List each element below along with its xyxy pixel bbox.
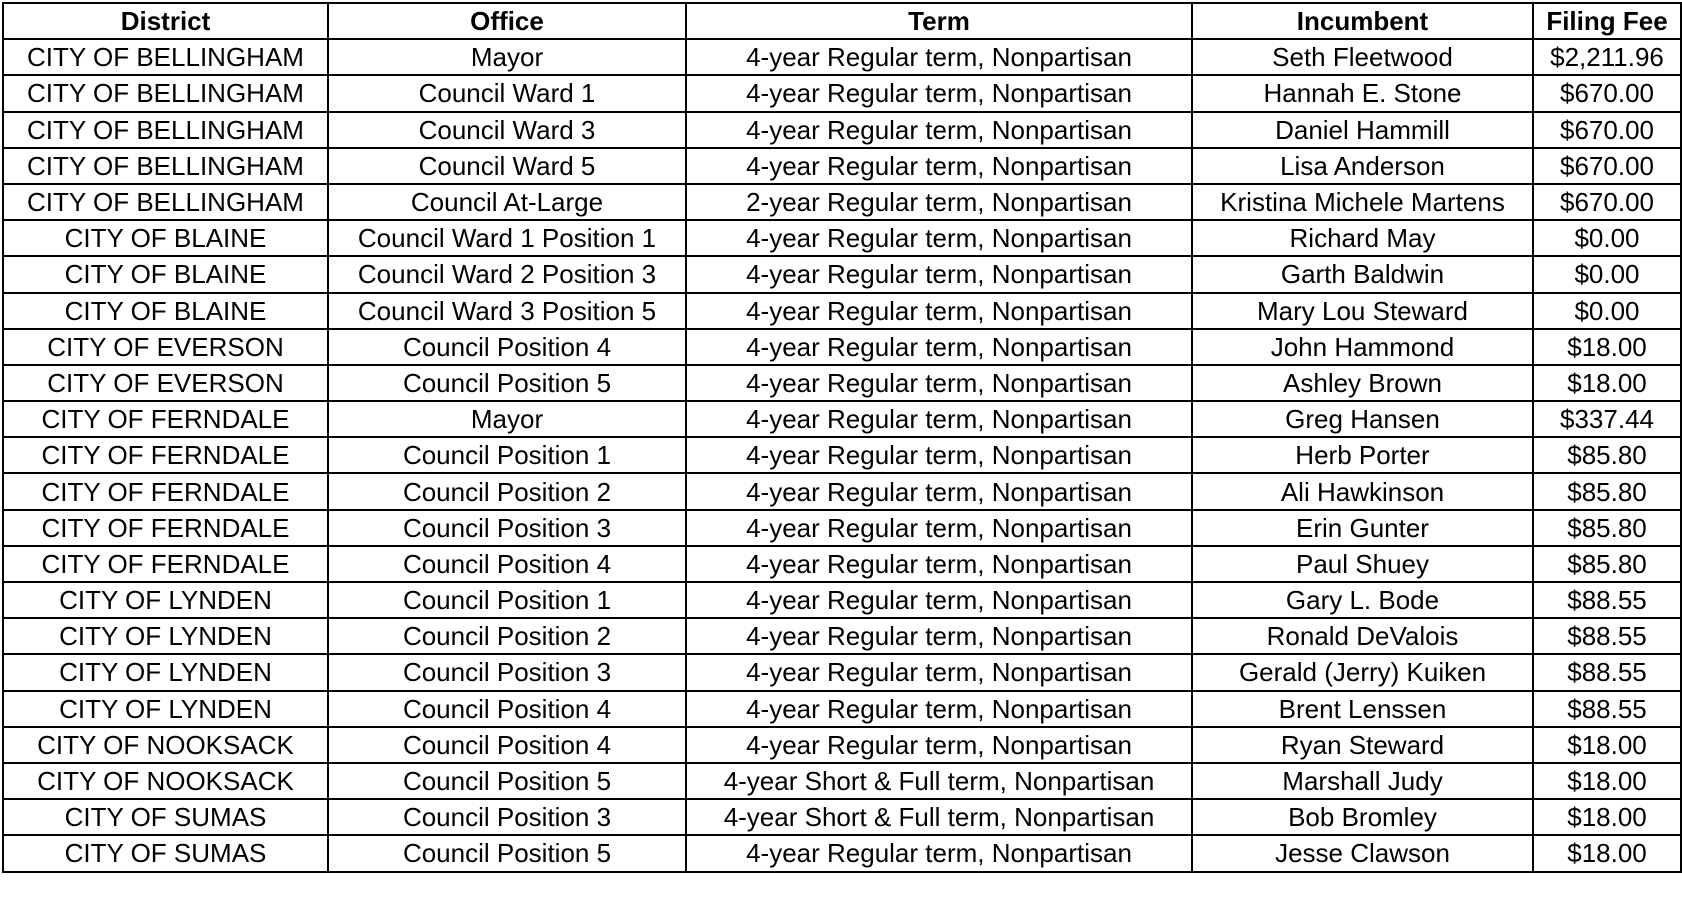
office-cell: Council Position 4 (328, 546, 686, 582)
term-cell: 4-year Regular term, Nonpartisan (686, 654, 1192, 690)
district-cell: CITY OF LYNDEN (3, 582, 328, 618)
office-cell: Council Ward 5 (328, 148, 686, 184)
term-cell: 4-year Regular term, Nonpartisan (686, 256, 1192, 292)
header-filing-fee: Filing Fee (1533, 3, 1681, 39)
district-cell: CITY OF BELLINGHAM (3, 148, 328, 184)
filing-fee-cell: $85.80 (1533, 473, 1681, 509)
office-cell: Council Position 2 (328, 618, 686, 654)
term-cell: 4-year Short & Full term, Nonpartisan (686, 799, 1192, 835)
table-row (3, 763, 1681, 799)
district-cell: CITY OF BELLINGHAM (3, 184, 328, 220)
table-row (3, 39, 1681, 75)
term-cell: 4-year Regular term, Nonpartisan (686, 835, 1192, 871)
office-cell: Council Ward 2 Position 3 (328, 256, 686, 292)
filing-fee-cell: $88.55 (1533, 691, 1681, 727)
incumbent-cell: Greg Hansen (1192, 401, 1533, 437)
term-cell: 4-year Regular term, Nonpartisan (686, 293, 1192, 329)
table-row (3, 437, 1681, 473)
header-incumbent: Incumbent (1192, 3, 1533, 39)
office-cell: Council Ward 1 Position 1 (328, 220, 686, 256)
district-cell: CITY OF BLAINE (3, 256, 328, 292)
incumbent-cell: Hannah E. Stone (1192, 75, 1533, 111)
filing-fee-cell: $670.00 (1533, 184, 1681, 220)
term-cell: 4-year Regular term, Nonpartisan (686, 437, 1192, 473)
term-cell: 4-year Regular term, Nonpartisan (686, 401, 1192, 437)
filing-fee-cell: $85.80 (1533, 510, 1681, 546)
district-cell: CITY OF LYNDEN (3, 618, 328, 654)
district-cell: CITY OF LYNDEN (3, 691, 328, 727)
district-cell: CITY OF NOOKSACK (3, 727, 328, 763)
filing-fee-cell: $85.80 (1533, 546, 1681, 582)
incumbent-cell: Erin Gunter (1192, 510, 1533, 546)
table-row (3, 799, 1681, 835)
table-row (3, 473, 1681, 509)
filing-fee-cell: $88.55 (1533, 618, 1681, 654)
term-cell: 4-year Regular term, Nonpartisan (686, 329, 1192, 365)
filing-fee-cell: $670.00 (1533, 75, 1681, 111)
incumbent-cell: Herb Porter (1192, 437, 1533, 473)
table-row (3, 148, 1681, 184)
table-row (3, 112, 1681, 148)
district-cell: CITY OF BELLINGHAM (3, 112, 328, 148)
table-row (3, 727, 1681, 763)
incumbent-cell: Marshall Judy (1192, 763, 1533, 799)
district-cell: CITY OF EVERSON (3, 329, 328, 365)
incumbent-cell: Garth Baldwin (1192, 256, 1533, 292)
table-body (3, 39, 1681, 871)
term-cell: 4-year Regular term, Nonpartisan (686, 220, 1192, 256)
table-row (3, 510, 1681, 546)
filing-fee-cell: $670.00 (1533, 148, 1681, 184)
district-cell: CITY OF LYNDEN (3, 654, 328, 690)
term-cell: 4-year Regular term, Nonpartisan (686, 473, 1192, 509)
incumbent-cell: Ashley Brown (1192, 365, 1533, 401)
table-row (3, 220, 1681, 256)
district-cell: CITY OF FERNDALE (3, 510, 328, 546)
office-cell: Council Position 4 (328, 727, 686, 763)
office-cell: Council Position 5 (328, 365, 686, 401)
incumbent-cell: Mary Lou Steward (1192, 293, 1533, 329)
office-cell: Council At-Large (328, 184, 686, 220)
filing-fee-cell: $18.00 (1533, 763, 1681, 799)
term-cell: 4-year Regular term, Nonpartisan (686, 546, 1192, 582)
district-cell: CITY OF BELLINGHAM (3, 75, 328, 111)
incumbent-cell: Daniel Hammill (1192, 112, 1533, 148)
filing-fee-cell: $2,211.96 (1533, 39, 1681, 75)
filing-fee-cell: $85.80 (1533, 437, 1681, 473)
filing-fee-cell: $670.00 (1533, 112, 1681, 148)
table-row (3, 654, 1681, 690)
filing-fee-cell: $18.00 (1533, 799, 1681, 835)
office-cell: Council Ward 3 (328, 112, 686, 148)
filings-table (2, 2, 1682, 873)
filing-fee-cell: $0.00 (1533, 220, 1681, 256)
table-row (3, 546, 1681, 582)
filing-fee-cell: $88.55 (1533, 582, 1681, 618)
district-cell: CITY OF FERNDALE (3, 546, 328, 582)
filing-fee-cell: $0.00 (1533, 256, 1681, 292)
filing-fee-cell: $18.00 (1533, 835, 1681, 871)
office-cell: Council Position 1 (328, 437, 686, 473)
table-row (3, 618, 1681, 654)
term-cell: 4-year Regular term, Nonpartisan (686, 148, 1192, 184)
filing-fee-cell: $18.00 (1533, 329, 1681, 365)
office-cell: Council Position 5 (328, 763, 686, 799)
term-cell: 4-year Regular term, Nonpartisan (686, 112, 1192, 148)
filing-fee-cell: $0.00 (1533, 293, 1681, 329)
filing-fee-cell: $337.44 (1533, 401, 1681, 437)
district-cell: CITY OF NOOKSACK (3, 763, 328, 799)
district-cell: CITY OF EVERSON (3, 365, 328, 401)
incumbent-cell: Ryan Steward (1192, 727, 1533, 763)
table-row (3, 365, 1681, 401)
office-cell: Council Ward 3 Position 5 (328, 293, 686, 329)
term-cell: 4-year Short & Full term, Nonpartisan (686, 763, 1192, 799)
office-cell: Mayor (328, 401, 686, 437)
table-row (3, 691, 1681, 727)
table-header (3, 3, 1681, 39)
office-cell: Council Position 1 (328, 582, 686, 618)
term-cell: 4-year Regular term, Nonpartisan (686, 618, 1192, 654)
incumbent-cell: Paul Shuey (1192, 546, 1533, 582)
incumbent-cell: Brent Lenssen (1192, 691, 1533, 727)
header-row (3, 3, 1681, 39)
incumbent-cell: Richard May (1192, 220, 1533, 256)
incumbent-cell: Bob Bromley (1192, 799, 1533, 835)
office-cell: Council Position 5 (328, 835, 686, 871)
filing-fee-cell: $18.00 (1533, 365, 1681, 401)
office-cell: Council Position 2 (328, 473, 686, 509)
office-cell: Council Position 4 (328, 691, 686, 727)
district-cell: CITY OF BLAINE (3, 293, 328, 329)
term-cell: 4-year Regular term, Nonpartisan (686, 75, 1192, 111)
incumbent-cell: Gary L. Bode (1192, 582, 1533, 618)
table-row (3, 329, 1681, 365)
incumbent-cell: Ronald DeValois (1192, 618, 1533, 654)
table-row (3, 256, 1681, 292)
table-row (3, 835, 1681, 871)
term-cell: 4-year Regular term, Nonpartisan (686, 582, 1192, 618)
district-cell: CITY OF FERNDALE (3, 437, 328, 473)
term-cell: 4-year Regular term, Nonpartisan (686, 691, 1192, 727)
office-cell: Council Position 3 (328, 799, 686, 835)
incumbent-cell: Seth Fleetwood (1192, 39, 1533, 75)
district-cell: CITY OF FERNDALE (3, 473, 328, 509)
office-cell: Council Ward 1 (328, 75, 686, 111)
header-district: District (3, 3, 328, 39)
header-term: Term (686, 3, 1192, 39)
incumbent-cell: John Hammond (1192, 329, 1533, 365)
office-cell: Council Position 4 (328, 329, 686, 365)
district-cell: CITY OF FERNDALE (3, 401, 328, 437)
table-row (3, 293, 1681, 329)
table-row (3, 582, 1681, 618)
term-cell: 4-year Regular term, Nonpartisan (686, 510, 1192, 546)
incumbent-cell: Kristina Michele Martens (1192, 184, 1533, 220)
filing-fee-cell: $18.00 (1533, 727, 1681, 763)
district-cell: CITY OF BLAINE (3, 220, 328, 256)
incumbent-cell: Lisa Anderson (1192, 148, 1533, 184)
term-cell: 4-year Regular term, Nonpartisan (686, 365, 1192, 401)
office-cell: Mayor (328, 39, 686, 75)
district-cell: CITY OF SUMAS (3, 799, 328, 835)
office-cell: Council Position 3 (328, 510, 686, 546)
incumbent-cell: Ali Hawkinson (1192, 473, 1533, 509)
header-office: Office (328, 3, 686, 39)
district-cell: CITY OF BELLINGHAM (3, 39, 328, 75)
table-row (3, 184, 1681, 220)
term-cell: 2-year Regular term, Nonpartisan (686, 184, 1192, 220)
incumbent-cell: Jesse Clawson (1192, 835, 1533, 871)
office-cell: Council Position 3 (328, 654, 686, 690)
table-row (3, 401, 1681, 437)
term-cell: 4-year Regular term, Nonpartisan (686, 39, 1192, 75)
incumbent-cell: Gerald (Jerry) Kuiken (1192, 654, 1533, 690)
district-cell: CITY OF SUMAS (3, 835, 328, 871)
filing-fee-sheet (2, 2, 1680, 873)
filing-fee-cell: $88.55 (1533, 654, 1681, 690)
table-row (3, 75, 1681, 111)
term-cell: 4-year Regular term, Nonpartisan (686, 727, 1192, 763)
